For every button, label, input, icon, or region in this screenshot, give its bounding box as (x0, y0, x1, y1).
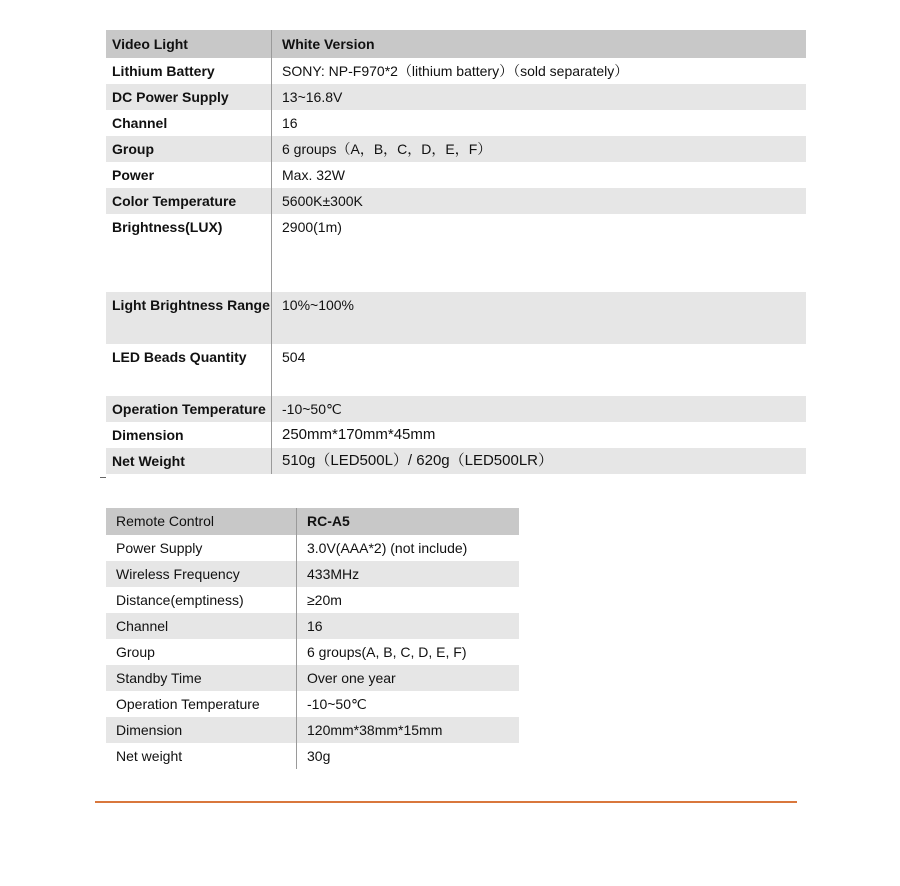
spec-value: 510g（LED500L）/ 620g（LED500LR） (272, 448, 807, 474)
spec-value: 6 groups(A, B, C, D, E, F) (297, 639, 520, 665)
spec-label: Dimension (112, 427, 184, 443)
table-row (106, 58, 806, 84)
video-light-spec-table (106, 30, 806, 474)
table-row (106, 344, 806, 396)
spec-label: Wireless Frequency (106, 561, 297, 587)
spec-value: Max. 32W (272, 162, 807, 188)
table-row (106, 743, 519, 769)
spec-label: Group (106, 136, 272, 162)
spec-value: 13~16.8V (272, 84, 807, 110)
table-row (106, 110, 806, 136)
spec-label: Net weight (116, 748, 183, 764)
spec-label: Light Brightness Range (106, 292, 272, 344)
spec-label: Net Weight (106, 448, 272, 474)
footer-divider (95, 801, 797, 803)
spec-value: 6 groups（A，B，C，D，E，F） (272, 136, 807, 162)
table-row (106, 162, 806, 188)
spec-label: Operation Temperature (116, 696, 260, 712)
table-row (106, 639, 519, 665)
spec-value: 5600K±300K (272, 188, 807, 214)
header-label: Video Light (106, 30, 272, 58)
spec-label: Group (116, 644, 155, 660)
spec-label: Power (112, 167, 155, 183)
table-row (106, 535, 519, 561)
table-row (106, 396, 806, 422)
table-row (106, 717, 519, 743)
table-row (106, 214, 806, 292)
table-row (106, 691, 519, 717)
table-edge-tick (100, 477, 106, 478)
spec-label: Lithium Battery (112, 63, 215, 79)
spec-label: Standby Time (106, 665, 297, 691)
spec-value: ≥20m (297, 587, 520, 613)
table-row (106, 561, 519, 587)
spec-value: Over one year (297, 665, 520, 691)
spec-label: Color Temperature (106, 188, 272, 214)
table-header-row (106, 30, 806, 58)
spec-label: LED Beads Quantity (112, 349, 247, 365)
spec-value: 2900(1m) (272, 214, 807, 292)
spec-label: Brightness(LUX) (112, 219, 223, 235)
spec-label: Dimension (106, 717, 297, 743)
table-row (106, 587, 519, 613)
header-value: RC-A5 (297, 508, 520, 535)
spec-value: 16 (272, 110, 807, 136)
table-row (106, 422, 806, 448)
spec-label: Channel (106, 613, 297, 639)
spec-value: SONY: NP-F970*2（lithium battery）（sold separately） (272, 58, 807, 84)
spec-value: -10~50℃ (272, 396, 807, 422)
header-value: White Version (272, 30, 807, 58)
table-row (106, 613, 519, 639)
spec-label: DC Power Supply (106, 84, 272, 110)
spec-value: 120mm*38mm*15mm (297, 717, 520, 743)
spec-value: 3.0V(AAA*2) (not include) (297, 535, 520, 561)
table-header-row (106, 508, 519, 535)
table-row (106, 84, 806, 110)
table-row (106, 136, 806, 162)
spec-value: 10%~100% (272, 292, 807, 344)
spec-value: 30g (297, 743, 520, 769)
table-row (106, 448, 806, 474)
spec-value: 16 (297, 613, 520, 639)
table-row (106, 188, 806, 214)
spec-label: Power Supply (116, 540, 203, 556)
table-row (106, 292, 806, 344)
spec-value: -10~50℃ (297, 691, 520, 717)
spec-value: 250mm*170mm*45mm (272, 422, 807, 448)
spec-label: Operation Temperature (106, 396, 272, 422)
spec-label: Channel (112, 115, 168, 131)
spec-value: 433MHz (297, 561, 520, 587)
spec-label: Distance(emptiness) (116, 592, 244, 608)
table-row (106, 665, 519, 691)
spec-value: 504 (272, 344, 807, 396)
header-label: Remote Control (106, 508, 297, 535)
remote-control-spec-table (106, 508, 519, 769)
